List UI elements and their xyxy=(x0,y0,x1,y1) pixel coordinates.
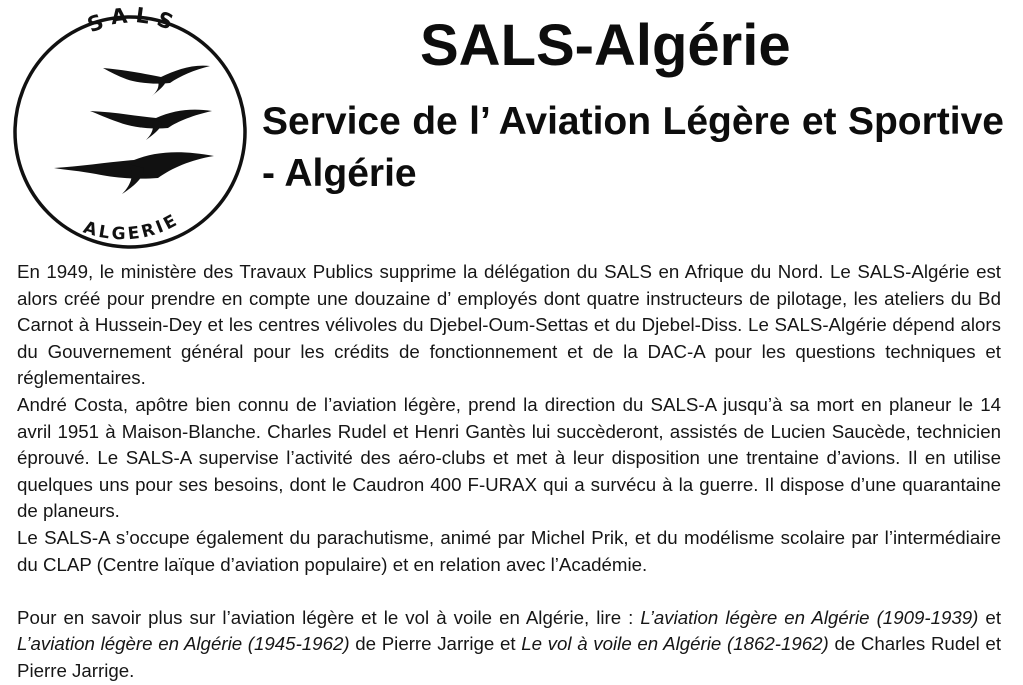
logo-ring xyxy=(15,17,245,247)
logo-bottom-text: ALGERIE xyxy=(80,209,183,245)
book-title-1945-1962: L’aviation légère en Algérie (1945-1962) xyxy=(17,633,350,655)
article-body xyxy=(17,259,1001,685)
page-title: SALS-Algérie xyxy=(420,13,791,78)
book-title-1909-1939: L’aviation légère en Algérie (1909-1939) xyxy=(640,606,979,628)
sals-logo xyxy=(6,4,256,256)
page-subtitle: Service de l’ Aviation Légère et Sportive - Algérie xyxy=(262,100,1004,195)
reading-sep-1: et xyxy=(978,606,1002,628)
paragraph-1949: En 1949, le ministère des Travaux Publics supprime la délégation du SALS en Afrique du Nord. Le SALS-Algérie est alors créé pour prendre en compte une douzaine d’ employés dont quatre instructeurs de pilotage, les ateliers du Bd Carnot à Hussein-Dey et les centres vélivoles du Djebel-Oum-Settas et du Djebel-Diss. Le SALS-Algérie dépend alors du Gouvernement général pour les crédits de fonctionnement et de la DAC-A pour les questions techniques et réglementaires. xyxy=(17,261,1001,389)
reading-sep-2: de Pierre Jarrige et xyxy=(349,633,522,655)
reading-intro: Pour en savoir plus sur l’aviation légère et le vol à voile en Algérie, lire : xyxy=(17,606,641,628)
book-title-vol-a-voile: Le vol à voile en Algérie (1862-1962) xyxy=(521,633,829,655)
paragraph-parachutisme: Le SALS-A s’occupe également du parachutisme, animé par Michel Prik, et du modélisme scolaire par l’intermédiaire du CLAP (Centre laïque d’aviation populaire) et en relation avec l’Académie. xyxy=(17,526,1001,575)
logo-top-text: SALS xyxy=(83,4,184,38)
bird-icon xyxy=(103,66,210,96)
bird-icon xyxy=(54,152,214,194)
paragraph-further-reading xyxy=(17,605,1001,685)
paragraph-costa: André Costa, apôtre bien connu de l’aviation légère, prend la direction du SALS-A jusqu’à sa mort en planeur le 14 avril 1951 à Maison-Blanche. Charles Rudel et Henri Gantès lui succèderont, assistés de Lucien Saucède, technicien éprouvé. Le SALS-A supervise l’activité des aéro-clubs et met à leur disposition une trentaine d’avions. Il en utilise quelques uns pour ses besoins, dont le Caudron 400 F-URAX qui a survécu à la guerre. Il dispose d’une quarantaine de planeurs. xyxy=(17,393,1001,522)
reading-outro: de Charles Rudel et Pierre Jarrige. xyxy=(17,633,1002,681)
bird-icon xyxy=(90,110,212,140)
